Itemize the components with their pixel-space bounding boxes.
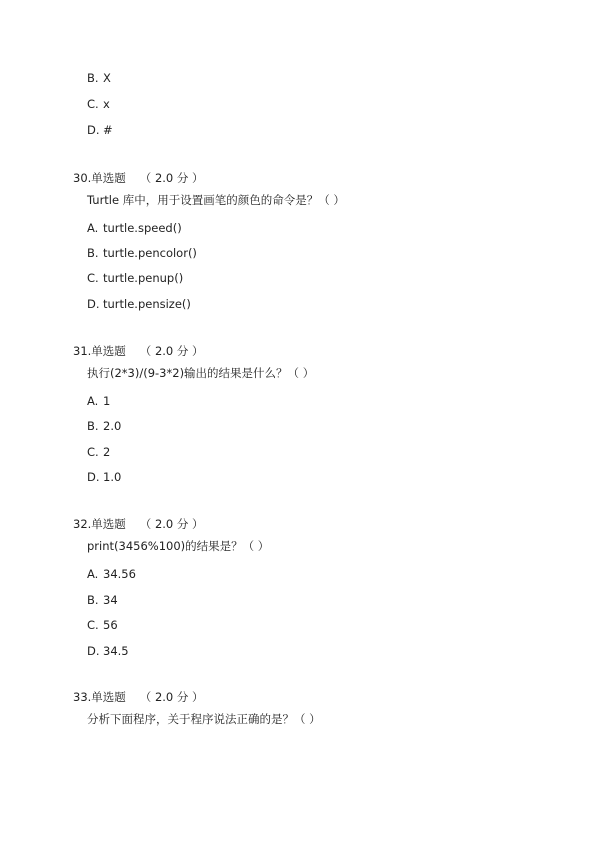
option-c (87, 97, 110, 111)
question-header (73, 517, 204, 531)
option-d (87, 644, 129, 658)
option-c (87, 618, 118, 632)
option-c (87, 271, 183, 285)
option-label: B. (87, 71, 99, 85)
option-label: D. (87, 297, 100, 311)
option-d (87, 297, 191, 311)
option-label: C. (87, 618, 99, 632)
question-score: （ 2.0 分 ） (139, 517, 204, 531)
question-header (73, 690, 204, 704)
option-text: 2.0 (103, 419, 122, 433)
option-b (87, 246, 197, 260)
option-label: A. (87, 567, 99, 581)
question-type: 单选题 (91, 517, 126, 531)
option-text: 34 (103, 593, 118, 607)
option-a (87, 567, 136, 581)
option-text: 34.56 (103, 567, 136, 581)
option-label: B. (87, 246, 99, 260)
option-text: 34.5 (103, 644, 129, 658)
option-label: D. (87, 123, 100, 137)
question-type: 单选题 (91, 690, 126, 704)
option-c (87, 445, 110, 459)
option-text: turtle.pensize() (103, 297, 191, 311)
question-number: 33. (73, 690, 92, 704)
question-text: print(3456%100)的结果是？（ ） (87, 539, 270, 553)
question-score: （ 2.0 分 ） (139, 171, 204, 185)
question-score: （ 2.0 分 ） (139, 690, 204, 704)
question-number: 30. (73, 171, 92, 185)
question-text: 分析下面程序，关于程序说法正确的是？（ ） (87, 712, 321, 726)
question-text: 执行(2*3)/(9-3*2)输出的结果是什么？（ ） (87, 366, 315, 380)
option-text: turtle.pencolor() (103, 246, 197, 260)
option-b (87, 71, 111, 85)
option-text: turtle.speed() (103, 221, 182, 235)
option-label: B. (87, 419, 99, 433)
option-a (87, 394, 110, 408)
option-label: C. (87, 271, 99, 285)
option-label: A. (87, 394, 99, 408)
option-d (87, 123, 113, 137)
option-label: B. (87, 593, 99, 607)
option-b (87, 419, 121, 433)
option-label: C. (87, 445, 99, 459)
question-text: Turtle 库中，用于设置画笔的颜色的命令是？（ ） (87, 193, 345, 207)
option-text: 1.0 (103, 470, 122, 484)
question-number: 31. (73, 344, 92, 358)
option-text: 56 (103, 618, 118, 632)
question-number: 32. (73, 517, 92, 531)
option-label: A. (87, 221, 99, 235)
option-text: X (103, 71, 111, 85)
question-header (73, 171, 204, 185)
option-text: turtle.penup() (103, 271, 184, 285)
option-label: D. (87, 644, 100, 658)
option-text: # (103, 123, 113, 137)
option-a (87, 221, 182, 235)
option-text: x (103, 97, 110, 111)
option-b (87, 593, 118, 607)
option-d (87, 470, 121, 484)
question-type: 单选题 (91, 344, 126, 358)
question-score: （ 2.0 分 ） (139, 344, 204, 358)
question-header (73, 344, 204, 358)
option-label: D. (87, 470, 100, 484)
option-text: 1 (103, 394, 111, 408)
question-type: 单选题 (91, 171, 126, 185)
option-label: C. (87, 97, 99, 111)
option-text: 2 (103, 445, 111, 459)
